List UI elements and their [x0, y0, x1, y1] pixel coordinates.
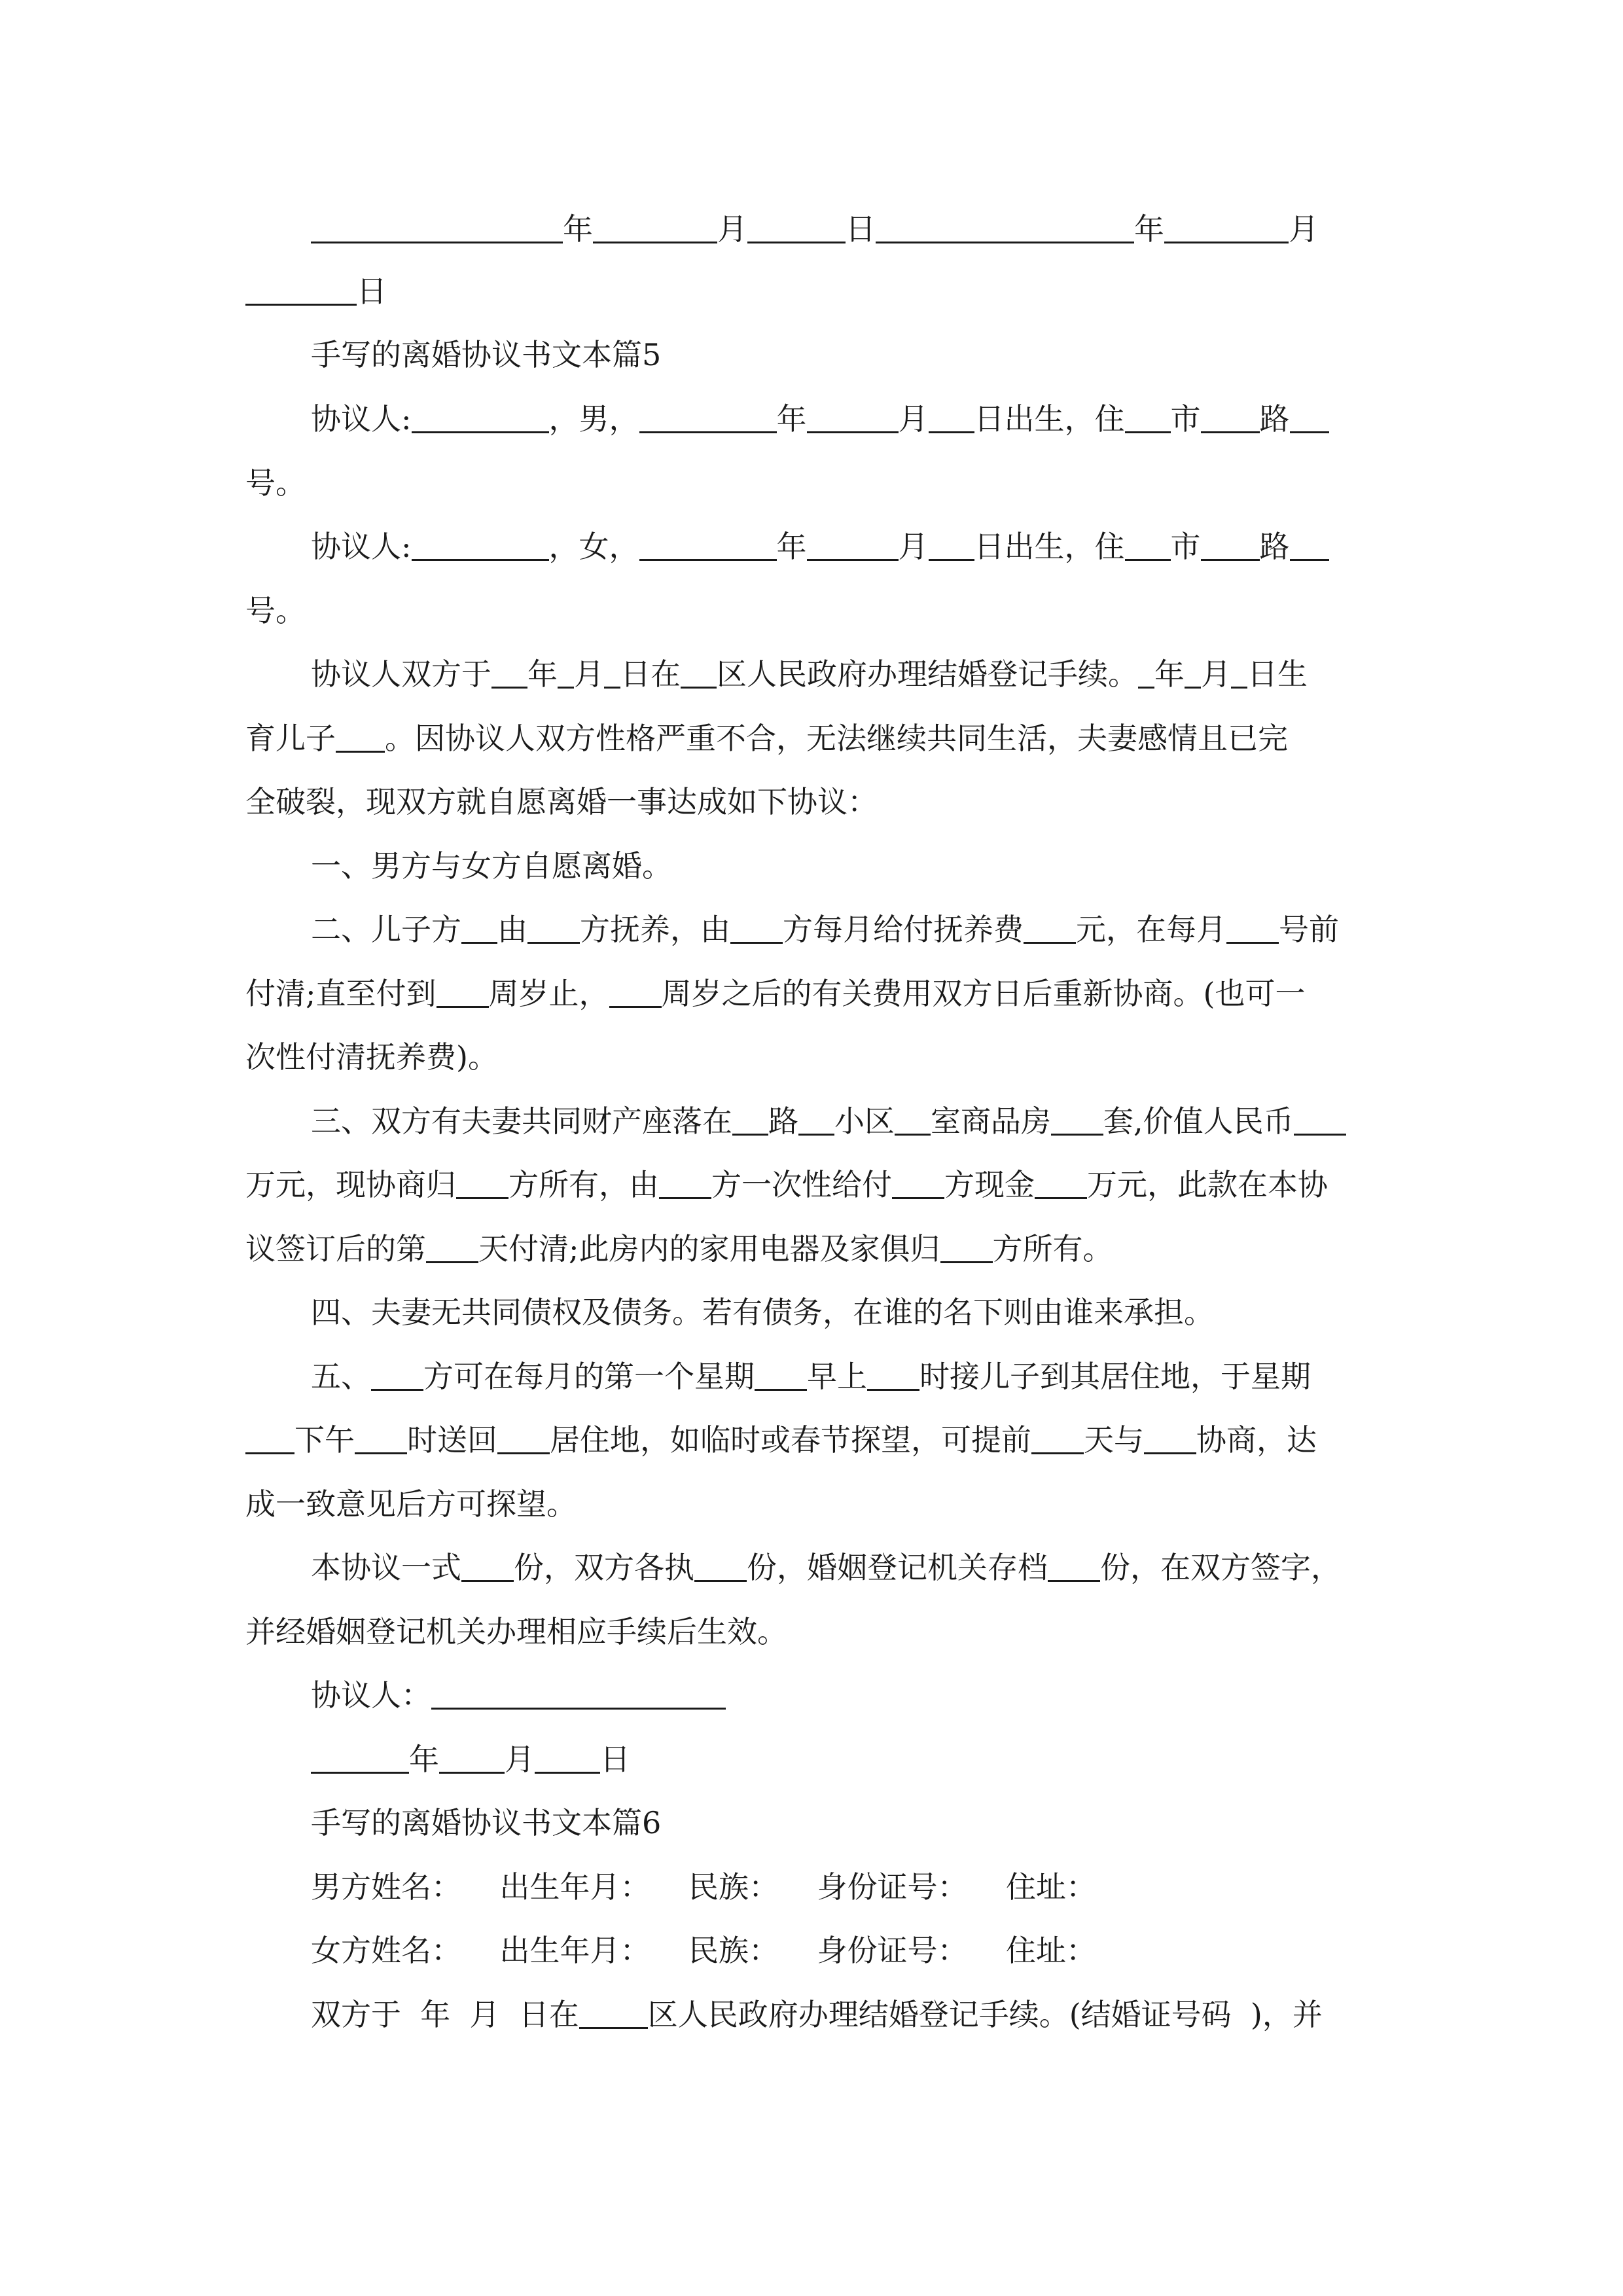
blank[interactable]: [527, 910, 580, 944]
blank[interactable]: [798, 1102, 834, 1136]
sign-date-line: 年 月 日: [311, 1740, 630, 1779]
blank[interactable]: [867, 1357, 919, 1391]
blank[interactable]: [895, 1102, 931, 1136]
party-male-cont: 号。: [245, 465, 306, 501]
blank[interactable]: [730, 910, 783, 944]
blank[interactable]: [412, 528, 549, 561]
blank[interactable]: [1294, 1102, 1346, 1136]
clause-3-line-3: 议签订后的第 天付清;此房内的家用电器及家俱归 方所有。: [245, 1231, 1113, 1266]
party-female-line: 协议人: ，女， 年 月 日出生，住 市 路: [311, 527, 1329, 566]
blank[interactable]: [1201, 528, 1260, 561]
blank[interactable]: [311, 210, 563, 243]
blank[interactable]: [497, 1421, 550, 1454]
blank[interactable]: [1185, 655, 1201, 689]
male-fields-line: 男方姓名： 出生年月： 民族： 身份证号： 住址：: [311, 1869, 1096, 1905]
blank[interactable]: [1125, 400, 1171, 433]
copies-line-1: 本协议一式 份，双方各执 份，婚姻登记机关存档 份，在双方签字，: [311, 1550, 1341, 1585]
copies-line-2: 并经婚姻登记机关办理相应手续后生效。: [245, 1614, 787, 1649]
blank[interactable]: [1031, 1421, 1084, 1454]
signer-line: 协议人：: [311, 1676, 726, 1715]
blank[interactable]: [456, 1166, 508, 1199]
blank[interactable]: [1125, 528, 1171, 561]
blank[interactable]: [694, 1549, 747, 1582]
female-fields-line: 女方姓名： 出生年月： 民族： 身份证号： 住址：: [311, 1933, 1096, 1968]
clause-3-line-2: 万元，现协商归 方所有，由 方一次性给付 方现金 万元，此款在本协: [245, 1167, 1328, 1202]
blank[interactable]: [807, 528, 899, 561]
blank[interactable]: [807, 400, 899, 433]
blank[interactable]: [659, 1166, 711, 1199]
blank[interactable]: [1144, 1421, 1196, 1454]
intro-line-1: 协议人双方于 年 月 日在 区人民政府办理结婚登记手续。 年 月 日生: [311, 656, 1308, 692]
blank[interactable]: [371, 1357, 423, 1391]
blank[interactable]: [1290, 528, 1329, 561]
blank[interactable]: [1138, 655, 1154, 689]
blank[interactable]: [747, 210, 846, 243]
clause-1: 一、男方与女方自愿离婚。: [311, 848, 672, 884]
intro-line-2: 育儿子 。因协议人双方性格严重不合，无法继续共同生活，夫妻感情且已完: [245, 721, 1288, 756]
blank[interactable]: [245, 1421, 294, 1454]
blank[interactable]: [929, 528, 974, 561]
last-line: 双方于 年 月 日在 区人民政府办理结婚登记手续。(结婚证号码 )，并: [311, 1997, 1323, 2032]
section-heading-6: 手写的离婚协议书文本篇6: [311, 1805, 662, 1840]
blank[interactable]: [336, 719, 385, 753]
blank[interactable]: [439, 1740, 505, 1774]
section-heading-5: 手写的离婚协议书文本篇5: [311, 337, 662, 372]
blank[interactable]: [593, 210, 717, 243]
blank[interactable]: [426, 1230, 478, 1263]
blank[interactable]: [579, 1996, 648, 2029]
blank[interactable]: [412, 400, 549, 433]
date-row-top: 年 月 日 年 月: [311, 209, 1319, 249]
blank[interactable]: [1201, 400, 1260, 433]
clause-4: 四、夫妻无共同债权及债务。若有债务，在谁的名下则由谁来承担。: [311, 1295, 1214, 1330]
blank[interactable]: [1231, 655, 1247, 689]
party-male-line: 协议人: ，男， 年 月 日出生，住 市 路: [311, 399, 1329, 439]
blank[interactable]: [609, 975, 662, 1008]
clause-5-line-2: 下午 时送回 居住地，如临时或春节探望，可提前 天与 协商，达: [245, 1420, 1317, 1460]
blank[interactable]: [1164, 210, 1289, 243]
blank[interactable]: [876, 210, 1134, 243]
blank[interactable]: [1290, 400, 1329, 433]
blank[interactable]: [311, 1740, 409, 1774]
blank[interactable]: [535, 1740, 600, 1774]
blank[interactable]: [558, 655, 574, 689]
blank[interactable]: [437, 975, 489, 1008]
blank[interactable]: [1051, 1102, 1103, 1136]
clause-2-line-2: 付清;直至付到 周岁止， 周岁之后的有关费用双方日后重新协商。(也可一: [245, 976, 1306, 1011]
blank[interactable]: [929, 400, 974, 433]
blank[interactable]: [604, 655, 620, 689]
clause-3-line-1: 三、双方有夫妻共同财产座落在 路 小区 室商品房 套,价值人民币: [311, 1102, 1346, 1141]
clause-2-line-1: 二、儿子方 由 方抚养，由 方每月给付抚养费 元，在每月 号前: [311, 912, 1339, 947]
blank[interactable]: [732, 1102, 768, 1136]
intro-line-3: 全破裂，现双方就自愿离婚一事达成如下协议：: [245, 784, 878, 819]
signature-blank[interactable]: [431, 1676, 726, 1710]
blank[interactable]: [681, 655, 717, 689]
party-female-cont: 号。: [245, 593, 306, 628]
date-row-cont: 日: [245, 272, 387, 311]
blank[interactable]: [461, 1549, 514, 1582]
blank[interactable]: [1024, 910, 1076, 944]
blank[interactable]: [940, 1230, 993, 1263]
blank[interactable]: [461, 910, 497, 944]
blank[interactable]: [355, 1421, 407, 1454]
blank[interactable]: [639, 400, 777, 433]
clause-5-line-3: 成一致意见后方可探望。: [245, 1486, 577, 1522]
blank[interactable]: [755, 1357, 807, 1391]
clause-2-line-3: 次性付清抚养费)。: [245, 1039, 498, 1075]
blank[interactable]: [1035, 1166, 1087, 1199]
blank[interactable]: [1048, 1549, 1100, 1582]
blank[interactable]: [892, 1166, 944, 1199]
blank[interactable]: [491, 655, 527, 689]
blank[interactable]: [1226, 910, 1279, 944]
clause-5-line-1: 五、 方可在每月的第一个星期 早上 时接儿子到其居住地，于星期: [311, 1359, 1311, 1394]
blank[interactable]: [639, 528, 777, 561]
blank[interactable]: [245, 272, 357, 306]
